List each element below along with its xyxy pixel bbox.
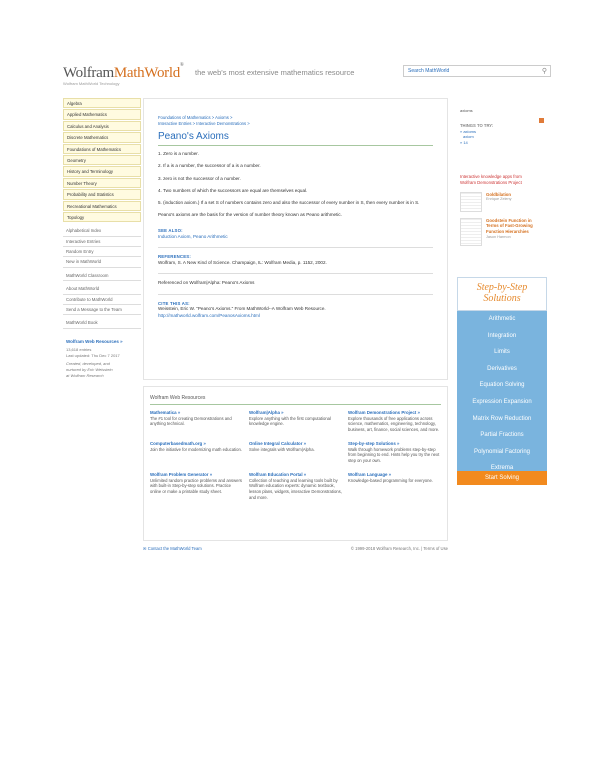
- search-icon[interactable]: ⚲: [541, 68, 547, 75]
- things-to-try: [457, 98, 547, 160]
- step-by-step-panel: [457, 277, 547, 481]
- demo-item[interactable]: [460, 192, 544, 212]
- last-updated: Last updated: Thu Dec 7 2017: [66, 352, 120, 358]
- resource-item: [249, 472, 342, 501]
- demo-author: Enrique Zeleny: [486, 197, 512, 202]
- header: [63, 60, 553, 90]
- start-solving-button[interactable]: Start Solving: [457, 471, 547, 485]
- references-heading: REFERENCES:: [158, 254, 191, 260]
- sidebar: [63, 98, 141, 381]
- resource-item: [150, 472, 243, 501]
- things-item[interactable]: axiom: [463, 134, 474, 140]
- contact-link[interactable]: ✉ Contact the MathWorld Team: [143, 546, 202, 551]
- credit-line: at Wolfram Research: [66, 372, 104, 378]
- close-icon[interactable]: [539, 118, 544, 123]
- search-placeholder: Search MathWorld: [408, 68, 450, 74]
- sidebar-category-item[interactable]: Probability and Statistics: [63, 189, 141, 199]
- things-title: THINGS TO TRY:: [460, 123, 494, 129]
- resource-link[interactable]: Wolfram Problem Generator »: [150, 471, 213, 477]
- resource-link[interactable]: Wolfram Demonstrations Project »: [348, 409, 420, 415]
- resource-item: [150, 441, 243, 464]
- book-links: [63, 318, 141, 328]
- web-resources-box: [143, 386, 448, 541]
- axiom-item: 3. zero is not the successor of a number.: [158, 175, 241, 181]
- step-by-step-list: [457, 311, 547, 477]
- step-by-step-item[interactable]: Integration: [487, 332, 517, 339]
- resource-link[interactable]: Wolfram Language »: [348, 471, 392, 477]
- step-by-step-item[interactable]: Arithmetic: [488, 316, 516, 322]
- credit-line: Created, developed, and: [66, 360, 110, 366]
- sidebar-category-item[interactable]: Algebra: [63, 98, 141, 108]
- demo-thumbnail[interactable]: [460, 192, 482, 212]
- resource-description: Explore anything with the first computational knowledge engine.: [249, 415, 331, 427]
- resource-description: Knowledge-based programming for everyone.: [348, 477, 433, 483]
- things-query: axioms: [460, 108, 473, 113]
- sidebar-category-item[interactable]: Applied Mathematics: [63, 109, 141, 119]
- resource-description: Join the initiative for modernizing math education.: [150, 446, 242, 452]
- web-resources-panel: [63, 337, 141, 381]
- sidebar-link[interactable]: MathWorld Book: [63, 318, 141, 328]
- axiom-item: 5. (induction axiom.) If a set S of numbers contains zero and also the successor of every number in S, then every number is in S.: [158, 200, 420, 205]
- sidebar-link[interactable]: Random Entry: [63, 247, 141, 257]
- category-list: [63, 98, 141, 222]
- mail-icon: ✉: [143, 546, 147, 551]
- resource-link[interactable]: Step-by-step Solutions »: [348, 440, 400, 446]
- page-title: Peano's Axioms: [158, 130, 433, 147]
- sidebar-link[interactable]: New in MathWorld: [63, 257, 141, 267]
- step-by-step-title[interactable]: Step-by-Step Solutions: [457, 277, 547, 311]
- cite-heading: CITE THIS AS:: [158, 300, 190, 306]
- axiom-item: 2. If a is a number, the successor of a is a number.: [158, 163, 261, 169]
- resource-item: [150, 410, 243, 433]
- resource-link[interactable]: Computerbasedmath.org »: [150, 440, 206, 446]
- step-by-step-item[interactable]: Limits: [494, 349, 510, 356]
- sidebar-link[interactable]: Send a Message to the Team: [63, 305, 141, 315]
- sidebar-category-item[interactable]: Number Theory: [63, 178, 141, 188]
- sidebar-category-item[interactable]: Calculus and Analysis: [63, 121, 141, 131]
- resource-item: [249, 441, 342, 464]
- step-by-step-item[interactable]: Polynomial Factoring: [473, 448, 531, 455]
- sidebar-category-item[interactable]: History and Terminology: [63, 166, 141, 176]
- things-item[interactable]: » 14: [460, 139, 468, 145]
- sidebar-link[interactable]: Alphabetical Index: [63, 226, 141, 236]
- things-item[interactable]: » axioms: [460, 129, 477, 135]
- resource-link[interactable]: Wolfram Education Portal »: [249, 471, 307, 477]
- step-by-step-item[interactable]: Expression Expansion: [472, 398, 532, 405]
- web-resources-link[interactable]: Wolfram Web Resources »: [66, 338, 123, 344]
- breadcrumb: [158, 115, 433, 127]
- breadcrumb-line[interactable]: Interactive Entries > Interactive Demonstrations >: [158, 120, 250, 126]
- resource-description: Collection of teaching and learning tools built by Wolfram education experts: dynamic textbook, lesson plans, widgets, interactive Demonstrations, and more.: [249, 477, 342, 500]
- step-by-step-item[interactable]: Matrix Row Reduction: [472, 415, 532, 422]
- resource-item: [348, 441, 441, 464]
- step-by-step-item[interactable]: Equation Solving: [479, 382, 525, 389]
- see-also-links[interactable]: Induction Axiom, Peano Arithmetic: [158, 234, 228, 240]
- see-also-heading: SEE ALSO:: [158, 228, 183, 234]
- footer: [143, 546, 448, 552]
- resource-item: [348, 472, 441, 501]
- sidebar-link[interactable]: Interactive Entries: [63, 237, 141, 247]
- summary-paragraph: Peano's axioms are the basis for the version of number theory known as Peano arithmetic.: [158, 212, 342, 218]
- axiom-item: 1. Zero is a number.: [158, 151, 199, 157]
- step-by-step-item[interactable]: Derivatives: [487, 365, 517, 372]
- sidebar-category-item[interactable]: Geometry: [63, 155, 141, 165]
- demo-author: Jason Harmon: [486, 234, 511, 239]
- article: [143, 98, 448, 380]
- resource-description: Explore thousands of free applications across science, mathematics, engineering, technology, business, art, finance, social sciences, and more.: [348, 415, 440, 433]
- search-input[interactable]: [403, 65, 551, 77]
- tagline: the web's most extensive mathematics resource: [195, 68, 355, 77]
- sidebar-link[interactable]: Contribute to MathWorld: [63, 295, 141, 305]
- logo-subtitle: Wolfram MathWorld Technology: [63, 81, 120, 86]
- demo-title[interactable]: Goodstein Function in Terms of Fast-Growing Function Hierarchies: [486, 217, 533, 235]
- sidebar-category-item[interactable]: Recreational Mathematics: [63, 201, 141, 211]
- axiom-item: 4. Two numbers of which the successors are equal are themselves equal.: [158, 187, 308, 193]
- demo-thumbnail[interactable]: [460, 218, 482, 246]
- step-by-step-item[interactable]: Partial Fractions: [480, 432, 524, 439]
- classroom-links: [63, 271, 141, 281]
- resource-link[interactable]: Online Integral Calculator »: [249, 440, 307, 446]
- entry-count: 13,618 entries: [66, 346, 92, 352]
- resource-description: Unlimited random practice problems and answers with built-in Step-by-step solutions. Practice online or make a printable study sheet.: [150, 477, 242, 494]
- step-by-step-item[interactable]: Extrema: [490, 465, 514, 472]
- demo-item[interactable]: [460, 218, 544, 246]
- sidebar-link[interactable]: About MathWorld: [63, 284, 141, 294]
- demo-title[interactable]: Goldbilation: [486, 191, 512, 197]
- demonstrations-panel: [457, 174, 547, 246]
- sidebar-category-item[interactable]: Topology: [63, 212, 141, 222]
- mathworld-logo[interactable]: WolframMathWorld®: [63, 63, 184, 81]
- resource-link[interactable]: Wolfram|Alpha »: [249, 409, 284, 415]
- sidebar-link[interactable]: MathWorld Classroom: [63, 271, 141, 281]
- web-resources-title: Wolfram Web Resources: [150, 395, 441, 405]
- about-links: [63, 284, 141, 315]
- wolfram-alpha-reference[interactable]: Referenced on Wolfram|Alpha: Peano's Axioms: [158, 280, 255, 286]
- copyright: © 1999-2018 Wolfram Research, Inc. | Terms of Use: [350, 546, 448, 551]
- citation-text: Weisstein, Eric W. "Peano's Axioms." From MathWorld--A Wolfram Web Resource.: [158, 306, 326, 312]
- reference-item: Wolfram, S. A New Kind of Science. Champaign, IL: Wolfram Media, p. 1152, 2002.: [158, 260, 327, 266]
- credit-line: nurtured by Eric Weisstein: [66, 366, 113, 372]
- resources-grid: [150, 410, 441, 501]
- resource-description: The #1 tool for creating Demonstrations and anything technical.: [150, 415, 232, 427]
- resource-item: [348, 410, 441, 433]
- demonstrations-brand[interactable]: Wolfram Demonstrations Project: [460, 179, 522, 185]
- demonstrations-heading: Interactive knowledge apps from: [460, 174, 522, 179]
- citation-url[interactable]: http://mathworld.wolfram.com/PeanosAxioms.html: [158, 312, 260, 318]
- right-column: [457, 98, 547, 246]
- resource-item: [249, 410, 342, 433]
- sidebar-category-item[interactable]: Foundations of Mathematics: [63, 144, 141, 154]
- sidebar-category-item[interactable]: Discrete Mathematics: [63, 132, 141, 142]
- resource-description: Walk through homework problems step-by-step from beginning to end. Hints help you try the next step on your own.: [348, 446, 440, 463]
- resource-link[interactable]: Mathematica »: [150, 409, 181, 415]
- breadcrumb-line[interactable]: Foundations of Mathematics > Axioms >: [158, 115, 233, 120]
- resource-description: Solve integrals with Wolfram|Alpha.: [249, 446, 315, 452]
- browse-links: [63, 226, 141, 268]
